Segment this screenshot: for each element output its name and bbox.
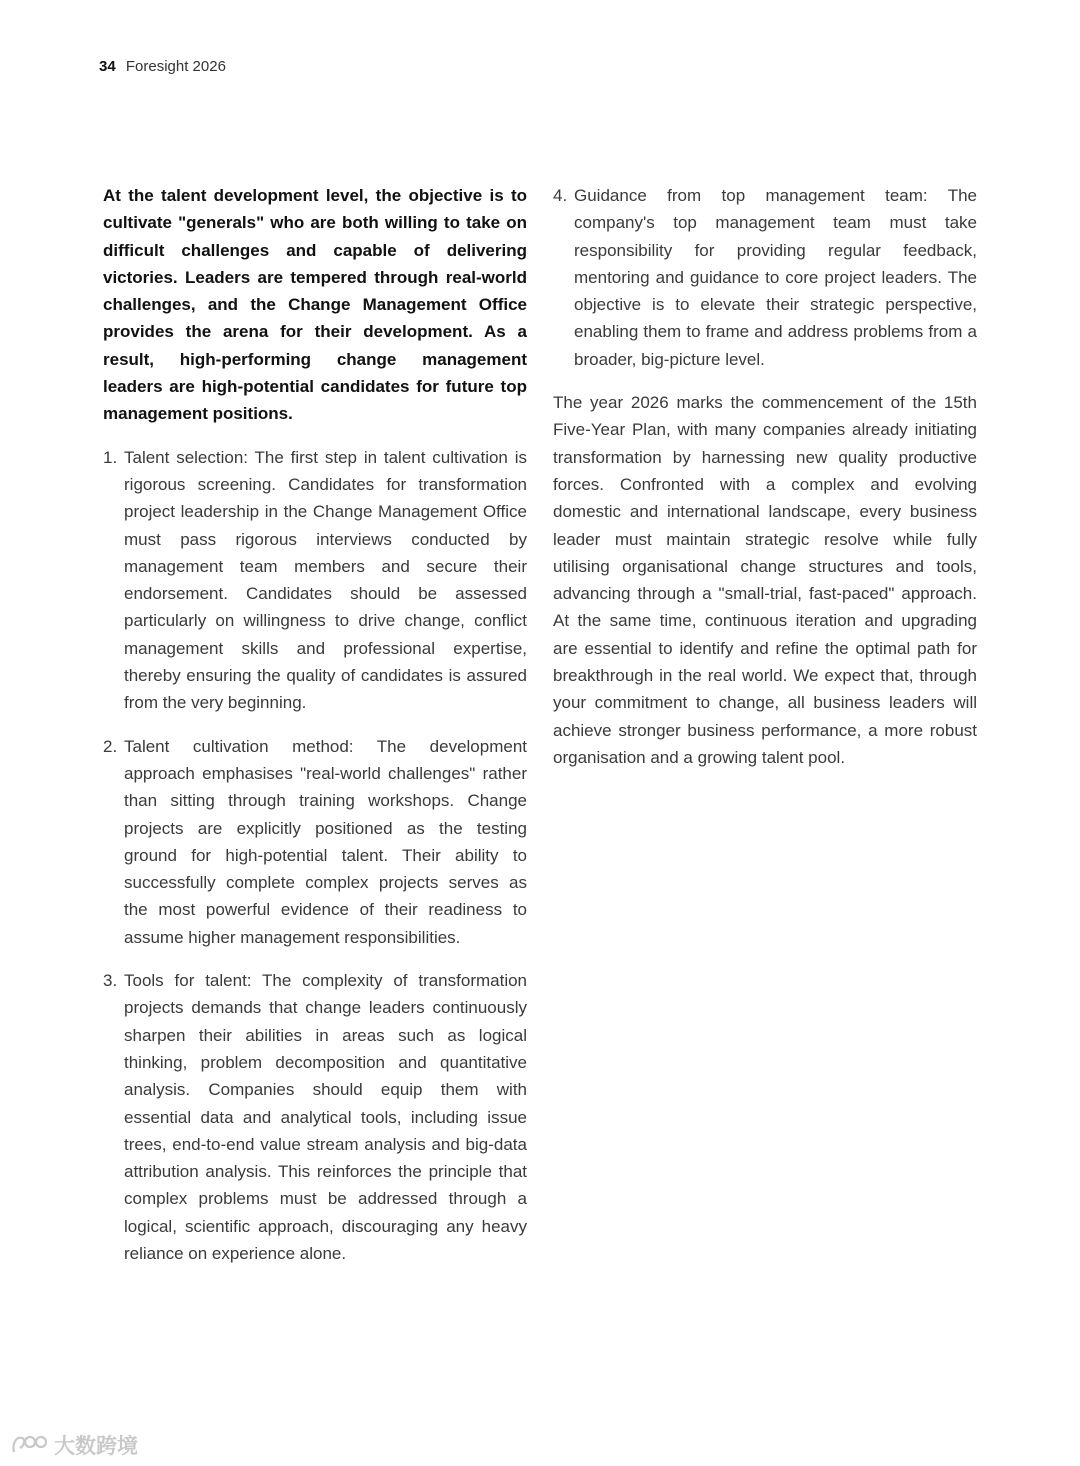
watermark-logo-icon (10, 1432, 48, 1458)
right-column (553, 182, 977, 771)
list-item-tools-for-talent (103, 967, 527, 1267)
list-item-talent-cultivation (103, 733, 527, 951)
list-item-talent-selection (103, 444, 527, 717)
list-number: 2. (103, 736, 118, 756)
list-number: 3. (103, 971, 118, 991)
lead-paragraph: At the talent development level, the objective is to cultivate "generals" who are both willing to take on difficult challenges and capable of delivering victories. Leaders are tempered through real-world challenges, and the Change Management Office provides the arena for their development. As a result, high-performing change management leaders are high-potential candidates for future top management positions. (103, 186, 527, 424)
list-number: 1. (103, 447, 118, 467)
watermark (10, 1430, 138, 1460)
page-header (99, 58, 226, 75)
list-item-top-management-guidance (553, 182, 977, 373)
closing-paragraph: The year 2026 marks the commencement of the 15th Five-Year Plan, with many companies already initiating transformation by harnessing new quality productive forces. Confronted with a complex and evolving domestic and international landscape, every business leader must maintain strategic resolve while fully utilising organisational change structures and tools, advancing through a "small-trial, fast-paced" approach. At the same time, continuous iteration and upgrading are essential to identify and refine the optimal path for breakthrough in the real world. We expect that, through your commitment to change, all business leaders will achieve stronger business performance, a more robust organisation and a growing talent pool. (553, 393, 977, 767)
publication-title: Foresight 2026 (125, 58, 226, 75)
watermark-text: 大数跨境 (54, 1435, 138, 1458)
list-number: 4. (553, 186, 568, 205)
page-number: 34 (99, 58, 116, 75)
list-item-text: Tools for talent: The complexity of transformation projects demands that change leaders continuously sharpen their abilities in areas such as logical thinking, problem decomposition and quantitative analysis. Companies should equip them with essential data and analytical tools, including issue trees, end-to-end value stream analysis and big-data attribution analysis. This reinforces the principle that complex problems must be addressed through a logical, scientific approach, discouraging any heavy reliance on experience alone. (124, 971, 527, 1263)
list-item-text: Talent selection: The first step in talent cultivation is rigorous screening. Candidates for transformation project leadership in the Change Management Office must pass rigorous interviews conducted by management team members and secure their endorsement. Candidates should be assessed particularly on willingness to drive change, conflict management skills and professional expertise, thereby ensuring the quality of candidates is assured from the very beginning. (124, 447, 527, 713)
list-item-text: Guidance from top management team: The company's top management team must take responsibility for providing regular feedback, mentoring and guidance to core project leaders. The objective is to elevate their strategic perspective, enabling them to frame and address problems from a broader, big-picture level. (574, 186, 977, 369)
list-item-text: Talent cultivation method: The development approach emphasises "real-world challenges" rather than sitting through training workshops. Change projects are explicitly positioned as the testing ground for high-potential talent. Their ability to successfully complete complex projects serves as the most powerful evidence of their readiness to assume higher management responsibilities. (124, 736, 527, 947)
left-column (103, 182, 527, 1283)
